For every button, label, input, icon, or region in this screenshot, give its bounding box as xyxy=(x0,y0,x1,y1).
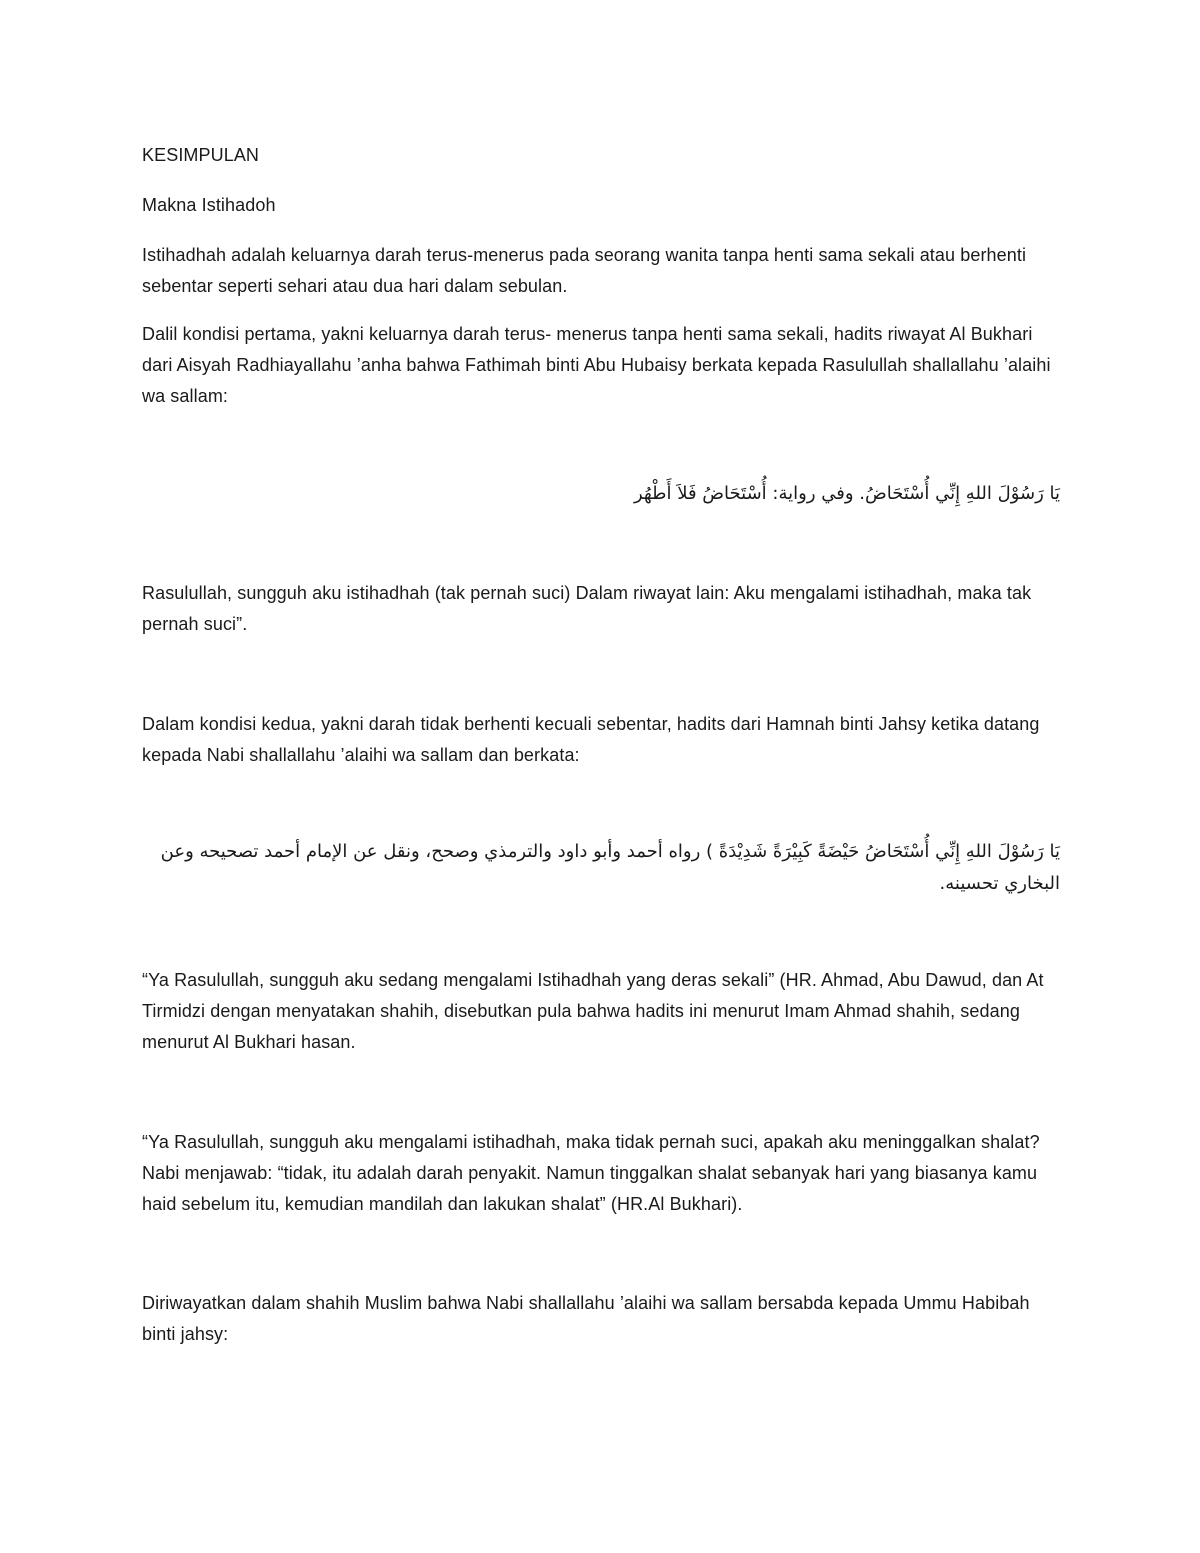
paragraph-first-condition: Dalil kondisi pertama, yakni keluarnya darah terus- menerus tanpa henti sama sekali, hadits riwayat Al Bukhari dari Aisyah Radhiayallahu ’anha bahwa Fathimah binti Abu Hubaisy berkata kepada Rasulullah shallallahu ’alaihi wa sallam: xyxy=(142,324,1051,406)
paragraph-translation-2: “Ya Rasulullah, sungguh aku sedang mengalami Istihadhah yang deras sekali” (HR. Ahmad, Abu Dawud, dan At Tirmidzi dengan menyatakan shahih, disebutkan pula bahwa hadits ini menurut Imam Ahmad shahih, sedang menurut Al Bukhari hasan. xyxy=(142,970,1044,1052)
paragraph-muslim-narration: Diriwayatkan dalam shahih Muslim bahwa Nabi shallallahu ’alaihi wa sallam bersabda kepada Ummu Habibah binti jahsy: xyxy=(142,1293,1030,1344)
document-heading: KESIMPULAN xyxy=(142,145,260,165)
paragraph-second-condition: Dalam kondisi kedua, yakni darah tidak berhenti kecuali sebentar, hadits dari Hamnah binti Jahsy ketika datang kepada Nabi shallallahu ’alaihi wa sallam dan berkata: xyxy=(142,714,1040,765)
arabic-hadith-1: يَا رَسُوْلَ اللهِ إِنِّي أُسْتَحَاضُ. وفي رواية: أُسْتَحَاضُ فَلاَ أَطْهُر xyxy=(633,483,1060,504)
paragraph-definition: Istihadhah adalah keluarnya darah terus-menerus pada seorang wanita tanpa henti sama sekali atau berhenti sebentar seperti sehari atau dua hari dalam sebulan. xyxy=(142,245,1027,296)
paragraph-translation-1: Rasulullah, sungguh aku istihadhah (tak pernah suci) Dalam riwayat lain: Aku mengalami istihadhah, maka tak pernah suci”. xyxy=(142,583,1032,634)
document-subheading: Makna Istihadoh xyxy=(142,195,276,215)
paragraph-translation-3: “Ya Rasulullah, sungguh aku mengalami istihadhah, maka tidak pernah suci, apakah aku meninggalkan shalat? Nabi menjawab: “tidak, itu adalah darah penyakit. Namun tinggalkan shalat sebanyak hari yang biasanya kamu haid sebelum itu, kemudian mandilah dan lakukan shalat” (HR.Al Bukhari). xyxy=(142,1132,1040,1214)
arabic-hadith-2: يَا رَسُوْلَ اللهِ إِنِّي أُسْتَحَاضُ حَيْضَةً كَبِيْرَةً شَدِيْدَةً ) رواه أحمد وأبو داود والترمذي وصحح، ونقل عن الإمام أحمد تصحيحه وعن البخاري تحسينه. xyxy=(160,841,1060,894)
